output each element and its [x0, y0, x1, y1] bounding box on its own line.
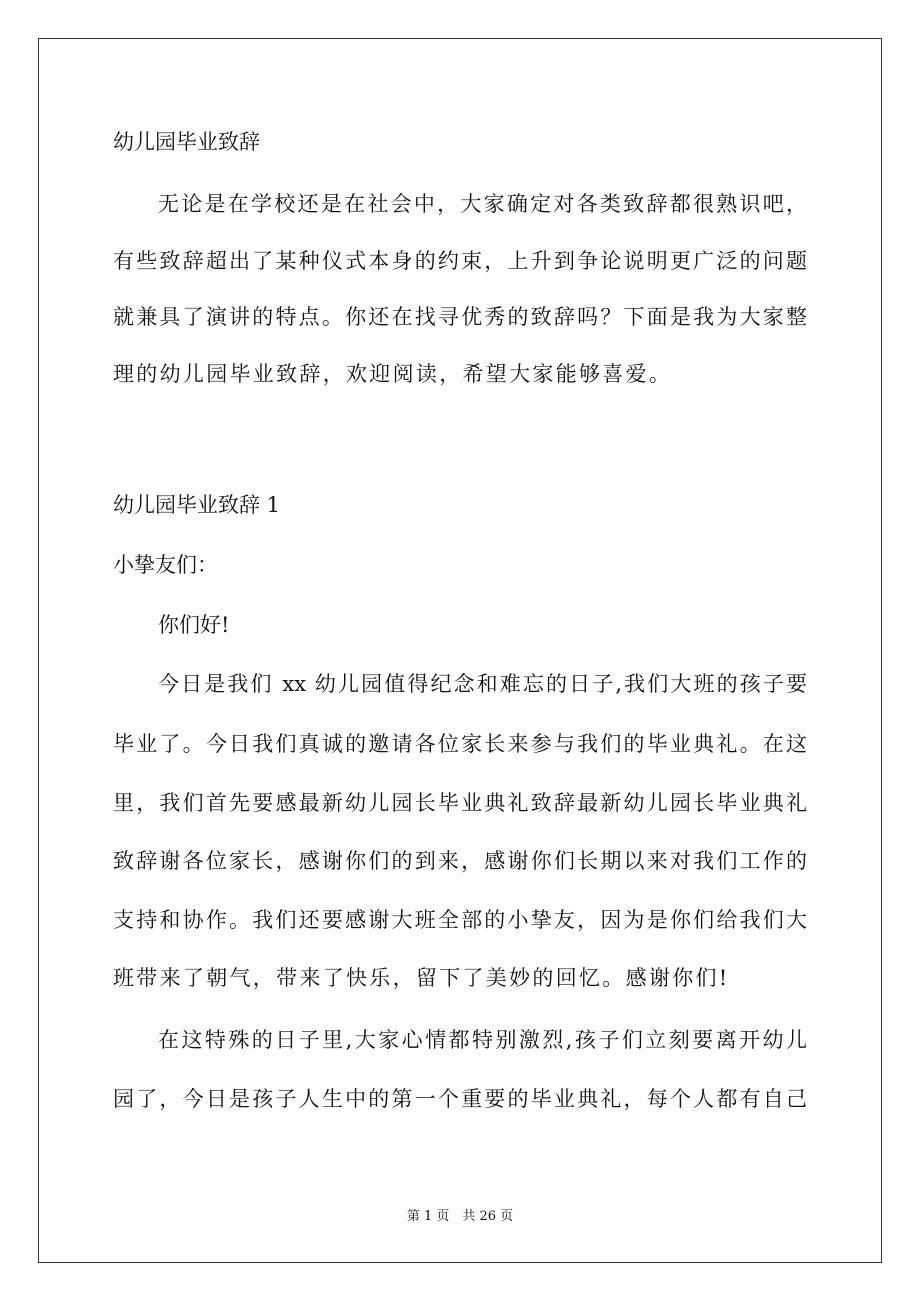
salutation: 小挚友们： [113, 553, 218, 577]
intro-line: 有些致辞超出了某种仪式本身的约束，上升到争论说明更广泛的问题 [113, 249, 807, 273]
intro-line: 就兼具了演讲的特点。你还在找寻优秀的致辞吗？下面是我为大家整 [113, 305, 807, 329]
paragraph-line: 今日是我们 xx 幼儿园值得纪念和难忘的日子,我们大班的孩子要 [158, 672, 807, 696]
intro-line: 无论是在学校还是在社会中，大家确定对各类致辞都很熟识吧， [158, 192, 807, 216]
document-title: 幼儿园毕业致辞 [113, 130, 260, 154]
paragraph-line: 在这特殊的日子里,大家心情都特别激烈,孩子们立刻要离开幼儿 [158, 1028, 807, 1052]
page-border [38, 38, 882, 1263]
paragraph-line: 园了，今日是孩子人生中的第一个重要的毕业典礼，每个人都有自己 [113, 1087, 807, 1111]
paragraph-line: 致辞谢各位家长，感谢你们的到来，感谢你们长期以来对我们工作的 [113, 849, 807, 873]
paragraph-line: 里，我们首先要感最新幼儿园长毕业典礼致辞最新幼儿园长毕业典礼 [113, 791, 807, 815]
page-number: 第 1 页 共 26 页 [406, 1209, 514, 1224]
paragraph-line: 毕业了。今日我们真诚的邀请各位家长来参与我们的毕业典礼。在这 [113, 732, 807, 756]
section-title: 幼儿园毕业致辞 1 [113, 493, 281, 517]
intro-line: 理的幼儿园毕业致辞，欢迎阅读，希望大家能够喜爱。 [113, 362, 673, 386]
paragraph-line: 支持和协作。我们还要感谢大班全部的小挚友，因为是你们给我们大 [113, 908, 807, 932]
paragraph-line: 班带来了朝气，带来了快乐，留下了美妙的回忆。感谢你们! [113, 966, 730, 990]
greeting: 你们好! [158, 613, 230, 637]
